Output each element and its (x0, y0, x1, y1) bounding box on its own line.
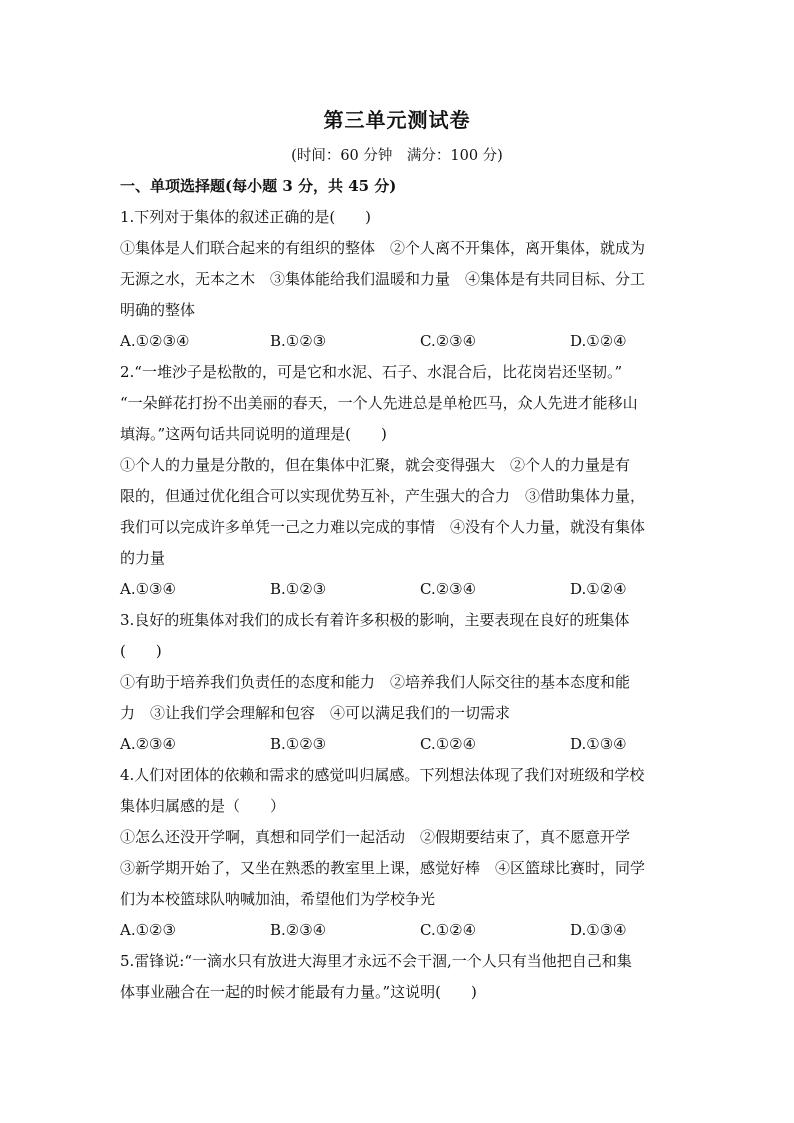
question-2 (120, 357, 680, 605)
question-5 (120, 946, 680, 1008)
section-heading: 一、单项选择题(每小题 3 分，共 45 分) (120, 177, 397, 195)
statement-line: 明确的整体 (120, 301, 196, 319)
answer-options (120, 915, 680, 946)
option-a[interactable]: A.①②③④ (120, 332, 190, 350)
option-d[interactable]: D.①②④ (570, 332, 627, 350)
question-stem: 集体归属感的是（ ） (120, 797, 286, 815)
exam-info: (时间：60 分钟 满分：100 分) (291, 148, 503, 164)
option-c[interactable]: C.①②④ (420, 921, 477, 939)
question-stem: “一朵鲜花打扮不出美丽的春天，一个人先进总是单枪匹马，众人先进才能移山 (120, 394, 638, 412)
question-stem: 5.雷锋说:“一滴水只有放进大海里才永远不会干涸,一个人只有当他把自己和集 (120, 952, 632, 970)
option-a[interactable]: A.①②③ (120, 921, 176, 939)
option-a[interactable]: A.①③④ (120, 580, 176, 598)
option-c[interactable]: C.②③④ (420, 580, 477, 598)
statement-line: 限的，但通过优化组合可以实现优势互补，产生强大的合力 ③借助集体力量， (120, 487, 646, 505)
option-b[interactable]: B.②③④ (270, 921, 327, 939)
question-4 (120, 760, 680, 946)
option-d[interactable]: D.①③④ (570, 735, 627, 753)
option-a[interactable]: A.②③④ (120, 735, 176, 753)
statement-line: ①有助于培养我们负责任的态度和能力 ②培养我们人际交往的基本态度和能 (120, 673, 631, 691)
statement-line: ①怎么还没开学啊，真想和同学们一起活动 ②假期要结束了，真不愿意开学 (120, 828, 631, 846)
answer-options (120, 574, 680, 605)
option-c[interactable]: C.②③④ (420, 332, 477, 350)
statement-line: 们为本校篮球队呐喊加油，希望他们为学校争光 (120, 890, 436, 908)
statement-line: ③新学期开始了，又坐在熟悉的教室里上课，感觉好棒 ④区篮球比赛时，同学 (120, 859, 646, 877)
question-stem: 体事业融合在一起的时候才能最有力量。”这说明( ) (120, 983, 477, 1001)
option-b[interactable]: B.①②③ (270, 580, 327, 598)
statement-line: 无源之水，无本之木 ③集体能给我们温暖和力量 ④集体是有共同目标、分工 (120, 270, 646, 288)
answer-options (120, 326, 680, 357)
question-stem: 1.下列对于集体的叙述正确的是( ) (120, 208, 372, 226)
question-stem: ( ) (120, 642, 162, 660)
option-b[interactable]: B.①②③ (270, 735, 327, 753)
option-c[interactable]: C.①②④ (420, 735, 477, 753)
option-b[interactable]: B.①②③ (270, 332, 327, 350)
question-stem: 3.良好的班集体对我们的成长有着许多积极的影响，主要表现在良好的班集体 (120, 611, 630, 629)
option-d[interactable]: D.①③④ (570, 921, 627, 939)
question-stem: 2.“一堆沙子是松散的，可是它和水泥、石子、水混合后，比花岗岩还坚韧。” (120, 363, 623, 381)
statement-line: 我们可以完成许多单凭一己之力难以完成的事情 ④没有个人力量，就没有集体 (120, 518, 646, 536)
option-d[interactable]: D.①②④ (570, 580, 627, 598)
question-1 (120, 202, 680, 357)
question-stem: 4.人们对团体的依赖和需求的感觉叫归属感。下列想法体现了我们对班级和学校 (120, 766, 645, 784)
statement-line: ①个人的力量是分散的，但在集体中汇聚，就会变得强大 ②个人的力量是有 (120, 456, 631, 474)
statement-line: ①集体是人们联合起来的有组织的整体 ②个人离不开集体，离开集体，就成为 (120, 239, 646, 257)
statement-line: 的力量 (120, 549, 166, 567)
page-title: 第三单元测试卷 (323, 108, 471, 132)
question-stem: 填海。”这两句话共同说明的道理是( ) (120, 425, 387, 443)
question-list (120, 202, 680, 1008)
answer-options (120, 729, 680, 760)
question-3 (120, 605, 680, 760)
statement-line: 力 ③让我们学会理解和包容 ④可以满足我们的一切需求 (120, 704, 511, 722)
